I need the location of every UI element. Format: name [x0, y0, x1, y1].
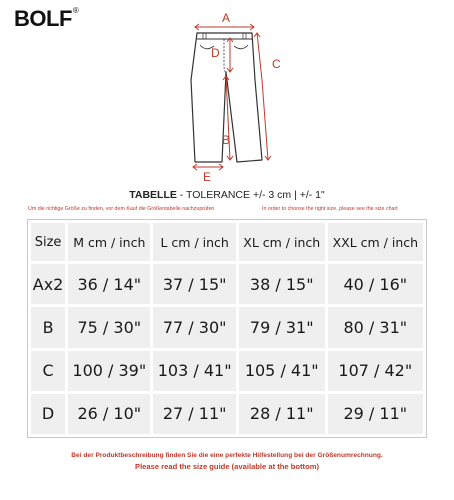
table-cell: 29 / 11"	[328, 394, 423, 434]
table-title	[0, 189, 454, 201]
table-cell: 37 / 15"	[153, 264, 235, 304]
table-cell: 100 / 39"	[68, 351, 150, 391]
table-cell: 38 / 15"	[239, 264, 325, 304]
table-cell: 28 / 11"	[239, 394, 325, 434]
table-header-row	[31, 223, 423, 261]
table-cell: 77 / 30"	[153, 307, 235, 347]
brand-name: BOLF	[14, 6, 72, 31]
table-row	[31, 351, 423, 391]
label-d: D	[211, 46, 220, 60]
table-cell: 107 / 42"	[328, 351, 423, 391]
trousers-diagram	[0, 0, 454, 190]
table-cell: 27 / 11"	[153, 394, 235, 434]
dimension-d	[227, 38, 233, 72]
label-b: B	[222, 133, 231, 147]
label-c: C	[272, 57, 281, 71]
table-cell: 40 / 16"	[328, 264, 423, 304]
label-a: A	[222, 11, 231, 25]
row-label: D	[31, 394, 65, 434]
header-m: M cm / inch	[68, 223, 150, 261]
table-cell: 75 / 30"	[68, 307, 150, 347]
table-cell: 79 / 31"	[239, 307, 325, 347]
table-row	[31, 307, 423, 347]
table-row	[31, 264, 423, 304]
row-label: C	[31, 351, 65, 391]
label-e: E	[203, 170, 212, 184]
header-l: L cm / inch	[153, 223, 235, 261]
table-cell: 36 / 14"	[68, 264, 150, 304]
header-xl: XL cm / inch	[239, 223, 325, 261]
header-xxl: XXL cm / inch	[328, 223, 423, 261]
note-german: Um die richtige Größe zu finden, vor dem Kauf die Größentabelle nachzuprüfen	[28, 206, 215, 212]
table-cell: 26 / 10"	[68, 394, 150, 434]
table-cell: 103 / 41"	[153, 351, 235, 391]
footer-german: Bei der Produktbeschreibung finden Sie die eine perfekte Hilfestellung bei der Größenumrechnung.	[71, 452, 383, 459]
row-label: Ax2	[31, 264, 65, 304]
table-title-tolerance: - TOLERANCE +/- 3 cm | +/- 1"	[176, 189, 325, 201]
table-cell: 80 / 31"	[328, 307, 423, 347]
table-cell: 105 / 41"	[239, 351, 325, 391]
size-table	[27, 219, 427, 438]
note-english: In order to choose the right size, please see the size chart	[262, 206, 398, 212]
table-title-bold: TABELLE	[129, 189, 177, 201]
footer-english: Please read the size guide (available at the bottom)	[135, 462, 319, 471]
row-label: B	[31, 307, 65, 347]
header-size: Size	[31, 223, 65, 261]
table-row	[31, 394, 423, 434]
registered-mark: ®	[72, 6, 79, 15]
